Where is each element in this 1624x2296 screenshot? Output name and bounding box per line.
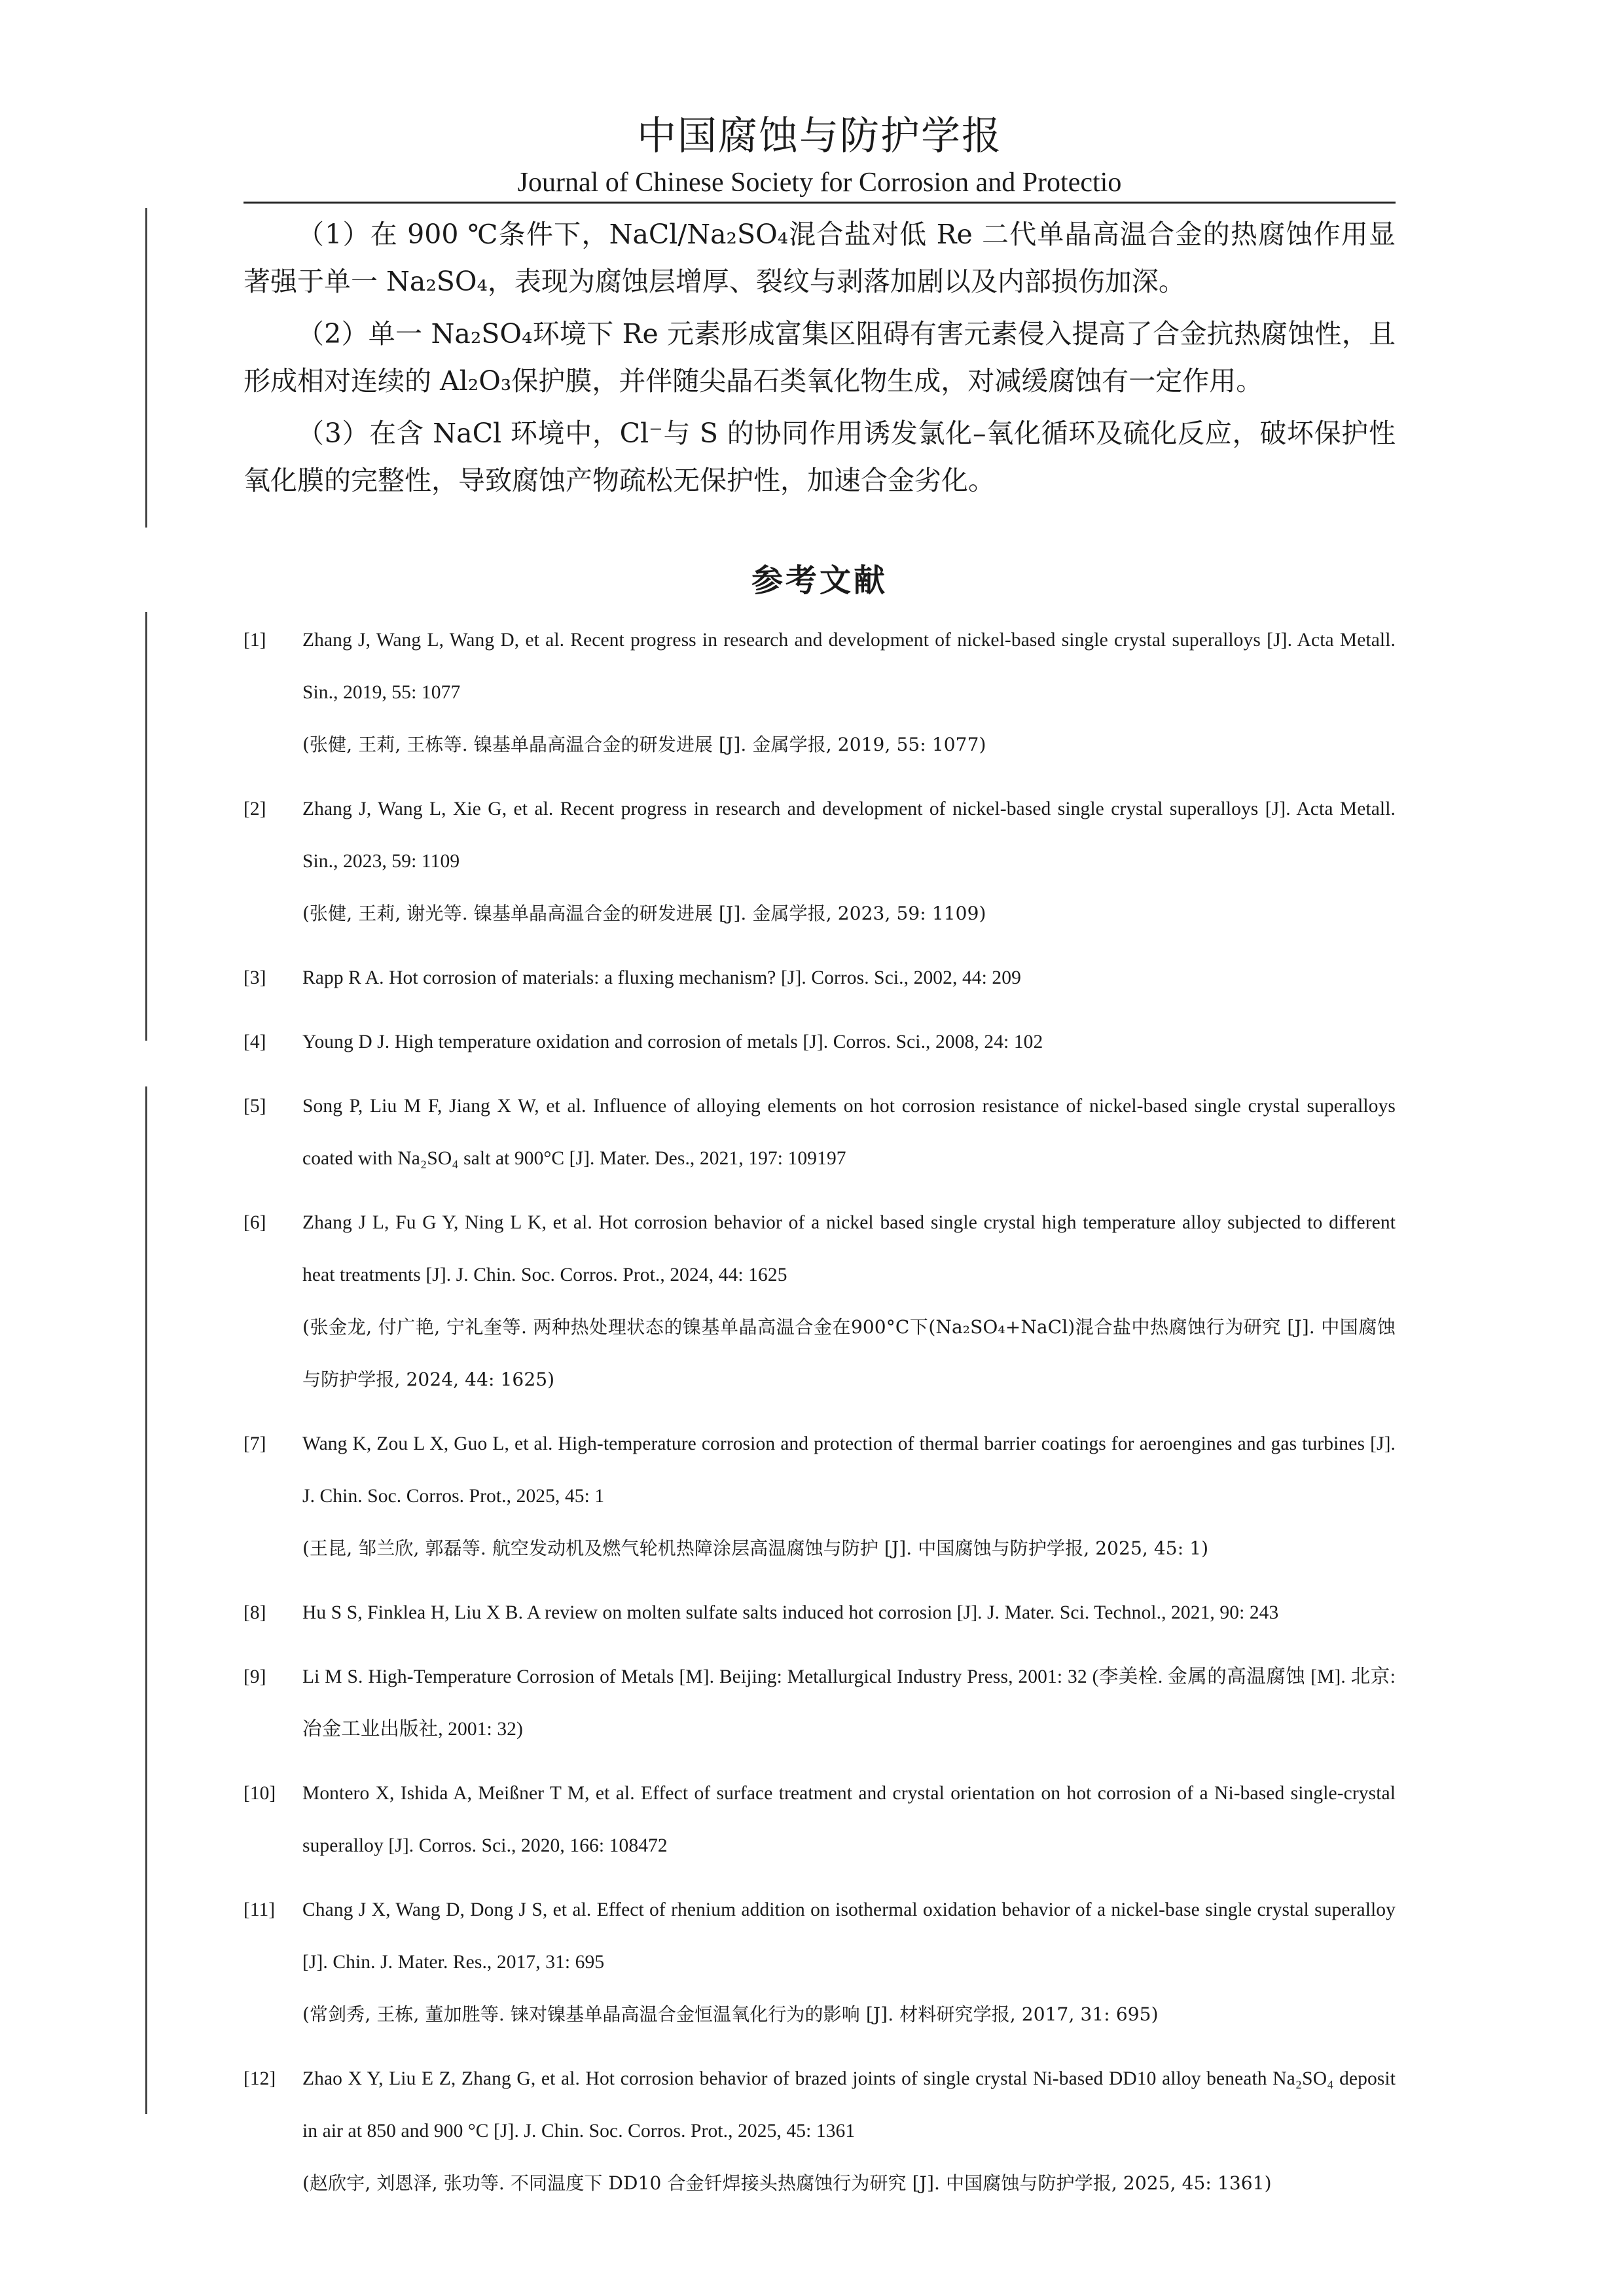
reference-number: [12] [244,2068,276,2089]
references-heading: 参考文献 [751,562,888,599]
journal-title-cn: 中国腐蚀与防护学报 [637,113,1002,159]
reference-text: Zhang J L, Fu G Y, Ning L K, et al. Hot corrosion behavior of a nickel based single crystal high temperature alloy subjected to different heat treatments [J]. J. Chin. Soc. Corros. Prot., 2024, 44: 1625 [302,1212,1396,1285]
reference-number: [10] [244,1783,276,1804]
reference-text: Rapp R A. Hot corrosion of materials: a fluxing mechanism? [J]. Corros. Sci., 2002, 44: 209 [302,967,1021,988]
reference-text: Chang J X, Wang D, Dong J S, et al. Effect of rhenium addition on isothermal oxidation behavior of a nickel-base single crystal superalloy [J]. Chin. J. Mater. Res., 2017, 31: 695 [302,1899,1396,1973]
revision-bar [145,612,147,1041]
reference-number: [1] [244,630,266,651]
reference-text: Song P, Liu M F, Jiang X W, et al. Influence of alloying elements on hot corrosion resistance of nickel-based single crystal superalloys coated with Na₂SO₄ salt at 900°C [J]. Mater. Des., 2021, 197: 109197 [302,1096,1396,1169]
reference-text: Young D J. High temperature oxidation and corrosion of metals [J]. Corros. Sci., 2008, 24: 102 [302,1031,1043,1052]
reference-item [244,1587,1396,1639]
reference-text: Zhang J, Wang L, Wang D, et al. Recent progress in research and development of nickel-based single crystal superalloys [J]. Acta Metall. Sin., 2019, 55: 1077 [302,630,1396,703]
reference-number: [2] [244,798,266,819]
reference-number: [11] [244,1899,276,1920]
reference-item [244,783,1396,940]
revision-bar [145,1086,147,2114]
journal-header [244,110,1396,200]
conclusion-paragraph: （1）在 900 ℃条件下，NaCl/Na₂SO₄混合盐对低 Re 二代单晶高温合金的热腐蚀作用显著强于单一 Na₂SO₄，表现为腐蚀层增厚、裂纹与剥落加剧以及内部损伤加深。 [244,219,1396,297]
header-rule [244,202,1396,204]
conclusion-paragraph: （3）在含 NaCl 环境中，Cl⁻与 S 的协同作用诱发氯化–氧化循环及硫化反应，破坏保护性氧化膜的完整性，导致腐蚀产物疏松无保护性，加速合金劣化。 [244,418,1396,496]
reference-item [244,952,1396,1004]
reference-text: Zhang J, Wang L, Xie G, et al. Recent progress in research and development of nickel-based single crystal superalloys [J]. Acta Metall. Sin., 2023, 59: 1109 [302,798,1396,872]
revision-bar [145,208,147,528]
reference-item [244,1767,1396,1872]
reference-item [244,1196,1396,1406]
reference-text-cn: (张健, 王莉, 王栋等. 镍基单晶高温合金的研发进展 [J]. 金属学报, 2019, 55: 1077) [302,734,986,755]
reference-text: Montero X, Ishida A, Meißner T M, et al. Effect of surface treatment and crystal orientation on hot corrosion of a Ni-based single-crystal superalloy [J]. Corros. Sci., 2020, 166: 108472 [302,1783,1396,1856]
reference-text-cn: (张健, 王莉, 谢光等. 镍基单晶高温合金的研发进展 [J]. 金属学报, 2023, 59: 1109) [302,903,986,924]
reference-item [244,614,1396,771]
reference-text: Hu S S, Finklea H, Liu X B. A review on molten sulfate salts induced hot corrosion [J]. J. Mater. Sci. Technol., 2021, 90: 243 [302,1602,1279,1623]
reference-text: Zhao X Y, Liu E Z, Zhang G, et al. Hot corrosion behavior of brazed joints of single crystal Ni-based DD10 alloy beneath Na₂SO₄ deposit in air at 850 and 900 °C [J]. J. Chin. Soc. Corros. Prot., 2025, 45: 1361 [302,2068,1396,2142]
reference-text: Li M S. High-Temperature Corrosion of Metals [M]. Beijing: Metallurgical Industry Press, 2001: 32 (李美栓. 金属的高温腐蚀 [M]. 北京: 冶金工业出版社, 2001: 32) [302,1666,1396,1740]
reference-list [244,614,1396,2221]
reference-text-cn: (王昆, 邹兰欣, 郭磊等. 航空发动机及燃气轮机热障涂层高温腐蚀与防护 [J]. 中国腐蚀与防护学报, 2025, 45: 1) [302,1537,1209,1559]
reference-number: [9] [244,1666,266,1687]
reference-number: [3] [244,967,266,988]
reference-number: [5] [244,1096,266,1117]
reference-text-cn: (张金龙, 付广艳, 宁礼奎等. 两种热处理状态的镍基单晶高温合金在900°C下(Na₂SO₄+NaCl)混合盐中热腐蚀行为研究 [J]. 中国腐蚀与防护学报, 2024, 44: 1625) [302,1316,1396,1390]
reference-item [244,1080,1396,1185]
reference-number: [4] [244,1031,266,1052]
reference-number: [7] [244,1433,266,1454]
reference-item [244,1418,1396,1575]
conclusion-paragraph: （2）单一 Na₂SO₄环境下 Re 元素形成富集区阻碍有害元素侵入提高了合金抗热腐蚀性，且形成相对连续的 Al₂O₃保护膜，并伴随尖晶石类氧化物生成，对减缓腐蚀有一定作用。 [244,318,1396,397]
reference-text-cn: (赵欣宇, 刘恩泽, 张功等. 不同温度下 DD10 合金钎焊接头热腐蚀行为研究 [J]. 中国腐蚀与防护学报, 2025, 45: 1361) [302,2172,1272,2194]
reference-item [244,2053,1396,2210]
reference-item [244,1651,1396,1755]
reference-item [244,1884,1396,2041]
reference-number: [6] [244,1212,266,1233]
reference-item [244,1016,1396,1068]
reference-text: Wang K, Zou L X, Guo L, et al. High-temperature corrosion and protection of thermal barrier coatings for aeroengines and gas turbines [J]. J. Chin. Soc. Corros. Prot., 2025, 45: 1 [302,1433,1396,1507]
reference-number: [8] [244,1602,266,1623]
conclusions [244,211,1396,509]
reference-text-cn: (常剑秀, 王栋, 董加胜等. 铼对镍基单晶高温合金恒温氧化行为的影响 [J]. 材料研究学报, 2017, 31: 695) [302,2003,1159,2025]
journal-title-en: Journal of Chinese Society for Corrosion and Protectio [517,168,1122,198]
